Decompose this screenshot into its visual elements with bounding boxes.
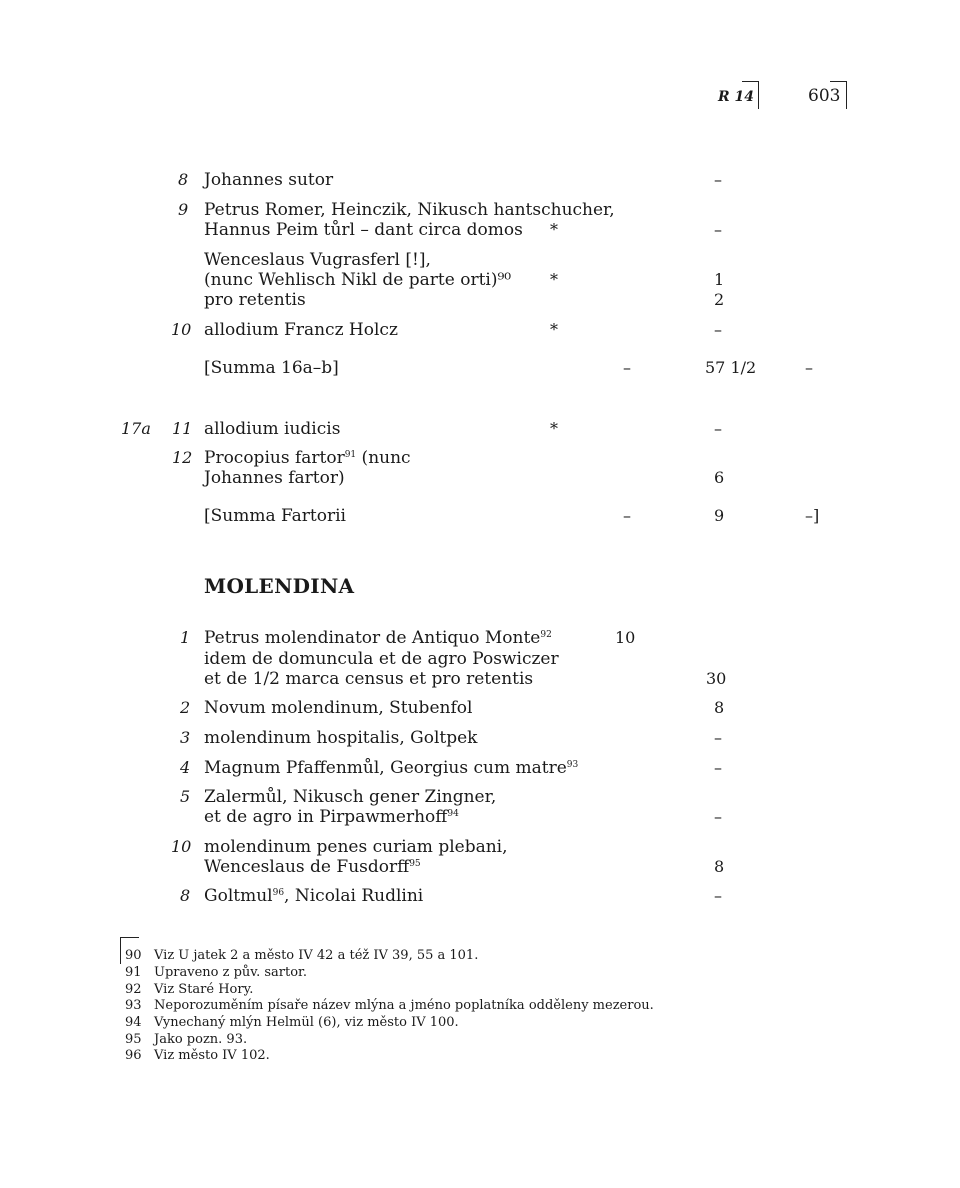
entry-value: –	[714, 807, 722, 826]
entry-number: 3	[180, 728, 191, 747]
entry-number: 8	[178, 170, 189, 189]
footnote-text: Viz U jatek 2 a město IV 42 a též IV 39, 55 a 101.	[154, 948, 479, 963]
entry-value: –	[714, 170, 722, 189]
entry-value: 8	[714, 698, 725, 717]
footnote-text: Upraveno z pův. sartor.	[154, 965, 307, 980]
running-header-label: R 14	[718, 89, 754, 105]
entry-star: *	[550, 220, 558, 239]
header-bracket	[742, 81, 759, 109]
entry-text: Petrus Romer, Heinczik, Nikusch hantschucher,	[204, 200, 615, 220]
entry-value: –	[714, 419, 722, 438]
entry-text: Zalermůl, Nikusch gener Zingner,	[204, 787, 497, 807]
summa-value: –	[623, 506, 631, 525]
footnote-ref: 93	[566, 760, 579, 770]
summa-value: –	[623, 358, 631, 377]
entry-value: 30	[706, 669, 727, 688]
entry-text: idem de domuncula et de agro Poswiczer	[204, 649, 559, 669]
entry-text: et de 1/2 marca census et pro retentis	[204, 669, 534, 689]
entry-text: Johannes fartor)	[204, 468, 345, 488]
entry-number: 1	[180, 628, 191, 647]
entry-star: *	[550, 270, 558, 289]
entry-value: 8	[714, 857, 725, 876]
entry-number: 11	[172, 419, 193, 438]
entry-text: (nunc Wehlisch Nikl de parte orti)⁹⁰	[204, 270, 512, 290]
entry-number: 10	[171, 320, 192, 339]
entry-number: 9	[178, 200, 189, 219]
entry-text: allodium Francz Holcz	[204, 320, 398, 340]
entry-text: Goltmul$^{96}$, Nicolai Rudlini	[204, 886, 424, 906]
entry-text: Novum molendinum, Stubenfol	[204, 698, 473, 718]
footnote-number: 91	[125, 965, 142, 980]
entry-number: 10	[171, 837, 192, 856]
entry-value: 10	[615, 628, 636, 647]
entry-star: *	[550, 419, 558, 438]
entry-value: –	[714, 728, 722, 747]
entry-text: Procopius fartor$^{91}$ (nunc	[204, 448, 411, 468]
entry-text: Johannes sutor	[204, 170, 334, 190]
summa-value: 9	[714, 506, 725, 525]
entry-text: Magnum Pfaffenmůl, Georgius cum matre$^{93}$	[204, 758, 579, 778]
entry-text: allodium iudicis	[204, 419, 341, 439]
entry-value: 1	[714, 270, 725, 289]
entry-text: molendinum penes curiam plebani,	[204, 837, 508, 857]
entry-star: *	[550, 320, 558, 339]
footnote-ref: 96	[272, 888, 285, 898]
entry-number: 2	[180, 698, 191, 717]
entry-text: Wenceslaus de Fusdorff$^{95}$	[204, 857, 421, 877]
footnote-number: 94	[125, 1015, 142, 1030]
footnote-text: Viz město IV 102.	[154, 1048, 270, 1063]
entry-value: 6	[714, 468, 725, 487]
footnote-number: 93	[125, 998, 142, 1013]
footnote-number: 90	[125, 948, 142, 963]
footnote-text: Vynechaný mlýn Helmül (6), viz město IV 100.	[154, 1015, 459, 1030]
entry-value: –	[714, 886, 722, 905]
entry-value: –	[714, 220, 722, 239]
entry-text: Hannus Peim tůrl – dant circa domos	[204, 220, 523, 240]
entry-number: 4	[180, 758, 191, 777]
entry-text: Petrus molendinator de Antiquo Monte$^{92}$	[204, 628, 552, 648]
footnote-number: 96	[125, 1048, 142, 1063]
footnote-number: 92	[125, 982, 142, 997]
footnote-ref: 94	[447, 809, 459, 819]
entry-number: 5	[180, 787, 191, 806]
entry-value: –	[714, 758, 722, 777]
entry-text: et de agro in Pirpawmerhoff$^{94}$	[204, 807, 459, 827]
footnote-ref: 91	[344, 450, 357, 460]
entry-text: pro retentis	[204, 290, 306, 310]
entry-value: –	[714, 320, 722, 339]
footnote-text: Neporozuměním písaře název mlýna a jméno poplatníka odděleny mezerou.	[154, 998, 654, 1013]
footnote-ref: 95	[409, 859, 421, 869]
footnote-ref: 92	[540, 630, 552, 640]
page-number: 603	[808, 86, 841, 106]
footnote-text: Jako pozn. 93.	[154, 1032, 248, 1047]
section-title: MOLENDINA	[204, 574, 355, 598]
summa-value: 57 1/2	[705, 358, 757, 377]
summa-label: [Summa 16a–b]	[204, 358, 339, 378]
folio-marker: 17a	[121, 419, 151, 438]
footnote-number: 95	[125, 1032, 142, 1047]
entry-number: 12	[172, 448, 193, 467]
footnote-text: Viz Staré Hory.	[154, 982, 254, 997]
summa-label: [Summa Fartorii	[204, 506, 346, 526]
entry-text: molendinum hospitalis, Goltpek	[204, 728, 478, 748]
entry-value: 2	[714, 290, 725, 309]
page-number-bracket	[830, 81, 847, 109]
entry-text: Wenceslaus Vugrasferl [!],	[204, 250, 431, 270]
summa-value: –	[805, 358, 813, 377]
entry-number: 8	[180, 886, 191, 905]
summa-value: –]	[805, 506, 820, 525]
